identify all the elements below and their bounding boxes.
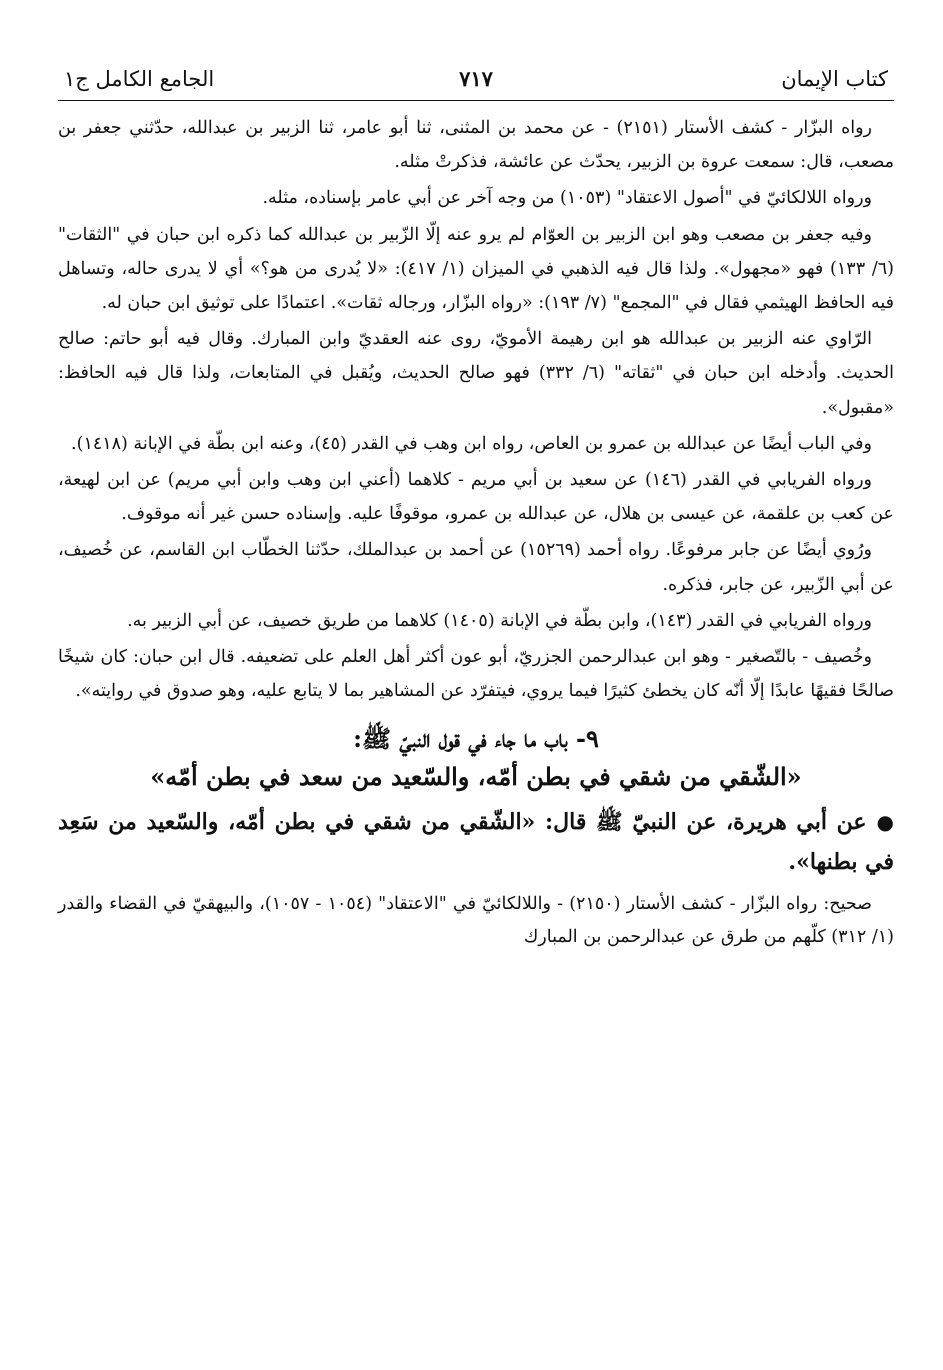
section-title: كتاب الإيمان [781, 67, 888, 91]
chapter-heading: ٩- باب ما جاء في قول النبيّ ﷺ: [353, 724, 599, 754]
book-title: الجامع الكامل ج١ [64, 67, 215, 91]
paragraph: ورواه الفريابي في القدر (١٤٦) عن سعيد بن أبي مريم - كلاهما (أعني ابن وهب وابن أبي مريم) عن ابن لهيعة، عن كعب بن علقمة، عن عيسى بن هلال، عن عبدالله بن عمرو، موقوفًا عليه. وإسناده حسن غير أنه موقوف. [58, 470, 894, 525]
page-number: ٧١٧ [459, 66, 493, 91]
paragraph: وفي الباب أيضًا عن عبدالله بن عمرو بن العاص، رواه ابن وهب في القدر (٤٥)، وعنه ابن بطّة في الإبانة (١٤١٨). [71, 433, 872, 454]
paragraph: وخُصيف - بالتّصغير - وهو ابن عبدالرحمن الجزريّ، أبو عون أكثر أهل العلم على تضعيفه. قال ابن حبان: كان شيخًا صالحًا فقيهًا عابدًا إلّا أنّه كان يخطئ كثيرًا فيما يروي، فيتفرّد عن المشاهير بما لا يتابع عليه، وهو صدوق في روايته». [58, 647, 894, 702]
takhrij-paragraph: صحيح: رواه البزّار - كشف الأستار (٢١٥٠) - واللالكائيّ في "الاعتقاد" (١٠٥٤ - ١٠٥٧)، والبيهقيّ في القضاء والقدر (١/ ٣١٢) كلّهم من طرق عن عبدالرحمن بن المبارك [58, 894, 894, 948]
hadith-text-block [58, 802, 894, 882]
commentary-body [58, 111, 894, 708]
chapter-subheading: «الشّقي من شقي في بطن أمّه، والسّعيد من سعد في بطن أمّه» [150, 762, 802, 792]
page-header [58, 60, 894, 101]
book-page [58, 60, 894, 954]
paragraph: ورواه اللالكائيّ في "أصول الاعتقاد" (١٠٥٣) من وجه آخر عن أبي عامر بإسناده، مثله. [262, 188, 872, 209]
paragraph: ورُوي أيضًا عن جابر مرفوعًا. رواه أحمد (١٥٢٦٩) عن أحمد بن عبدالملك، حدّثنا الخطّاب ابن القاسم، عن خُصيف، عن أبي الزّبير، عن جابر، فذكره. [58, 540, 894, 595]
bullet-icon: ● [876, 810, 894, 835]
paragraph: الرّاوي عنه الزبير بن عبدالله هو ابن رهيمة الأمويّ، روى عنه العقديّ وابن المبارك. وقال فيه أبو حاتم: صالح الحديث. وأدخله ابن حبان في "ثقاته" (٦/ ٣٣٢) فهو صالح الحديث، ويُقبل في المتابعات، ولذا قال فيه الحافظ: «مقبول». [58, 329, 894, 418]
hadith-text: عن أبي هريرة، عن النبيّ ﷺ قال: «الشّقي من شقي في بطن أمّه، والسّعيد من سَعِد في بطنها». [58, 809, 894, 876]
paragraph: وفيه جعفر بن مصعب وهو ابن الزبير بن العوّام لم يرو عنه إلّا الزّبير بن عبدالله كما ذكره ابن حبان في "الثقات" (٦/ ١٣٣) فهو «مجهول». ولذا قال فيه الذهبي في الميزان (١/ ٤١٧): «لا يُدرى من هو؟» أي لا يدرى حاله، وتساهل فيه الحافظ الهيثمي فقال في "المجمع" (٧/ ١٩٣): «رواه البزّار، ورجاله ثقات». اعتمادًا على توثيق ابن حبان له. [58, 224, 894, 314]
paragraph: رواه البزّار - كشف الأستار (٢١٥١) - عن محمد بن المثنى، ثنا أبو عامر، ثنا الزبير بن عبدالله، حدّثني جعفر بن مصعب، قال: سمعت عروة بن الزبير، يحدّث عن عائشة، فذكرتْ مثله. [58, 118, 894, 173]
paragraph: ورواه الفريابي في القدر (١٤٣)، وابن بطّة في الإبانة (١٤٠٥) كلاهما من طريق خصيف، عن أبي الزبير به. [127, 610, 872, 631]
